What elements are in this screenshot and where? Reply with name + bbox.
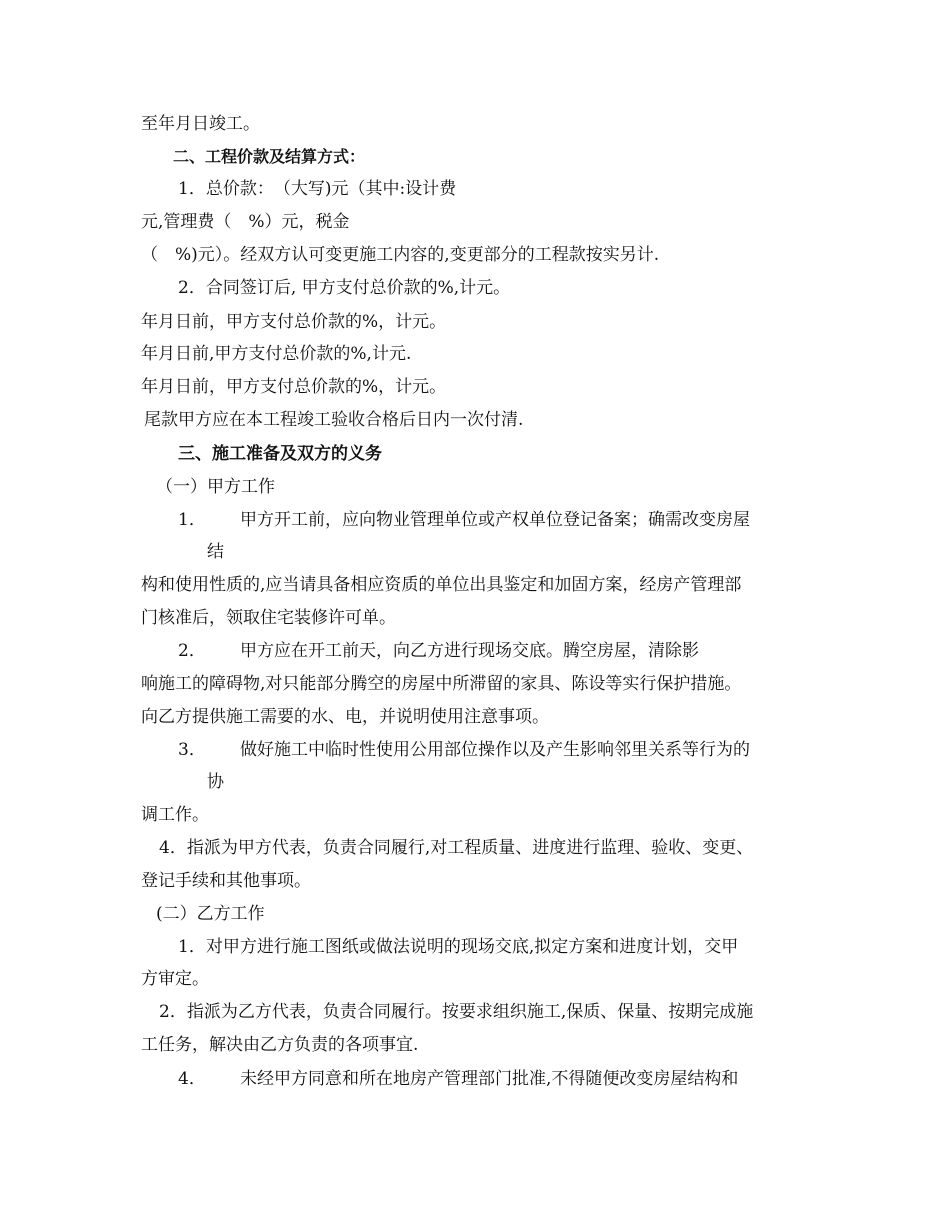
paragraph-end-date: 至年月日竣工。 [141, 114, 260, 134]
list-number-a2: 2． [178, 641, 206, 661]
list-item-a3-line1: 做好施工中临时性使用公用部位操作以及产生影响邻里关系等行为的 [240, 740, 750, 760]
list-item-a3-line2: 协 [207, 772, 224, 792]
list-item-a1-line3: 构和使用性质的,应当请具备相应资质的单位出具鉴定和加固方案，经房产管理部 [141, 575, 742, 595]
paragraph-payment-line3: 年月日前,甲方支付总价款的%,计元. [141, 344, 412, 364]
list-item-a1-line2: 结 [207, 542, 224, 562]
paragraph-payment-line2: 年月日前，甲方支付总价款的%，计元。 [141, 312, 447, 332]
paragraph-payment-line1: 2．合同签订后, 甲方支付总价款的%,计元。 [178, 278, 511, 298]
section-heading-obligations: 三、施工准备及双方的义务 [178, 444, 382, 464]
list-item-b1-line2: 方审定。 [141, 969, 209, 989]
paragraph-total-price-line3: （ %)元）。经双方认可变更施工内容的,变更部分的工程款按实另计. [141, 245, 660, 265]
subsection-heading-party-a: （一）甲方工作 [156, 477, 275, 497]
list-item-a4-line2: 登记手续和其他事项。 [141, 871, 311, 891]
list-item-a3-line3: 调工作。 [141, 805, 209, 825]
list-item-b2-line1: 2．指派为乙方代表，负责合同履行。按要求组织施工,保质、保量、按期完成施 [159, 1002, 754, 1022]
subsection-heading-party-b: (二）乙方工作 [156, 904, 265, 924]
list-item-a1-line1: 甲方开工前，应向物业管理单位或产权单位登记备案；确需改变房屋 [240, 510, 750, 530]
list-item-a2-line1: 甲方应在开工前天，向乙方进行现场交底。腾空房屋，清除影 [240, 641, 699, 661]
list-number-a3: 3． [178, 740, 206, 760]
list-item-a1-line4: 门核准后，领取住宅装修许可单。 [141, 608, 396, 628]
list-item-b1-line1: 1．对甲方进行施工图纸或做法说明的现场交底,拟定方案和进度计划，交甲 [178, 937, 739, 957]
list-item-a2-line3: 向乙方提供施工需要的水、电，并说明使用注意事项。 [141, 707, 549, 727]
paragraph-payment-final: 尾款甲方应在本工程竣工验收合格后日内一次付清. [144, 410, 524, 430]
list-number-b4: 4． [178, 1069, 206, 1089]
list-number-a1: 1． [178, 510, 206, 530]
section-heading-pricing: 二、工程价款及结算方式： [173, 147, 366, 166]
list-item-b2-line2: 工任务，解决由乙方负责的各项事宜. [141, 1035, 419, 1055]
list-item-a4-line1: 4．指派为甲方代表，负责合同履行,对工程质量、进度进行监理、验收、变更、 [159, 838, 754, 858]
list-item-b4-line1: 未经甲方同意和所在地房产管理部门批准,不得随便改变房屋结构和 [240, 1069, 739, 1089]
paragraph-payment-line4: 年月日前，甲方支付总价款的%，计元。 [141, 377, 447, 397]
list-item-a2-line2: 响施工的障碍物,对只能部分腾空的房屋中所滞留的家具、陈设等实行保护措施。 [141, 674, 742, 694]
paragraph-total-price-line1: 1．总价款： （大写)元（其中:设计费 [178, 179, 457, 199]
paragraph-total-price-line2: 元,管理费（ %）元，税金 [141, 212, 350, 232]
